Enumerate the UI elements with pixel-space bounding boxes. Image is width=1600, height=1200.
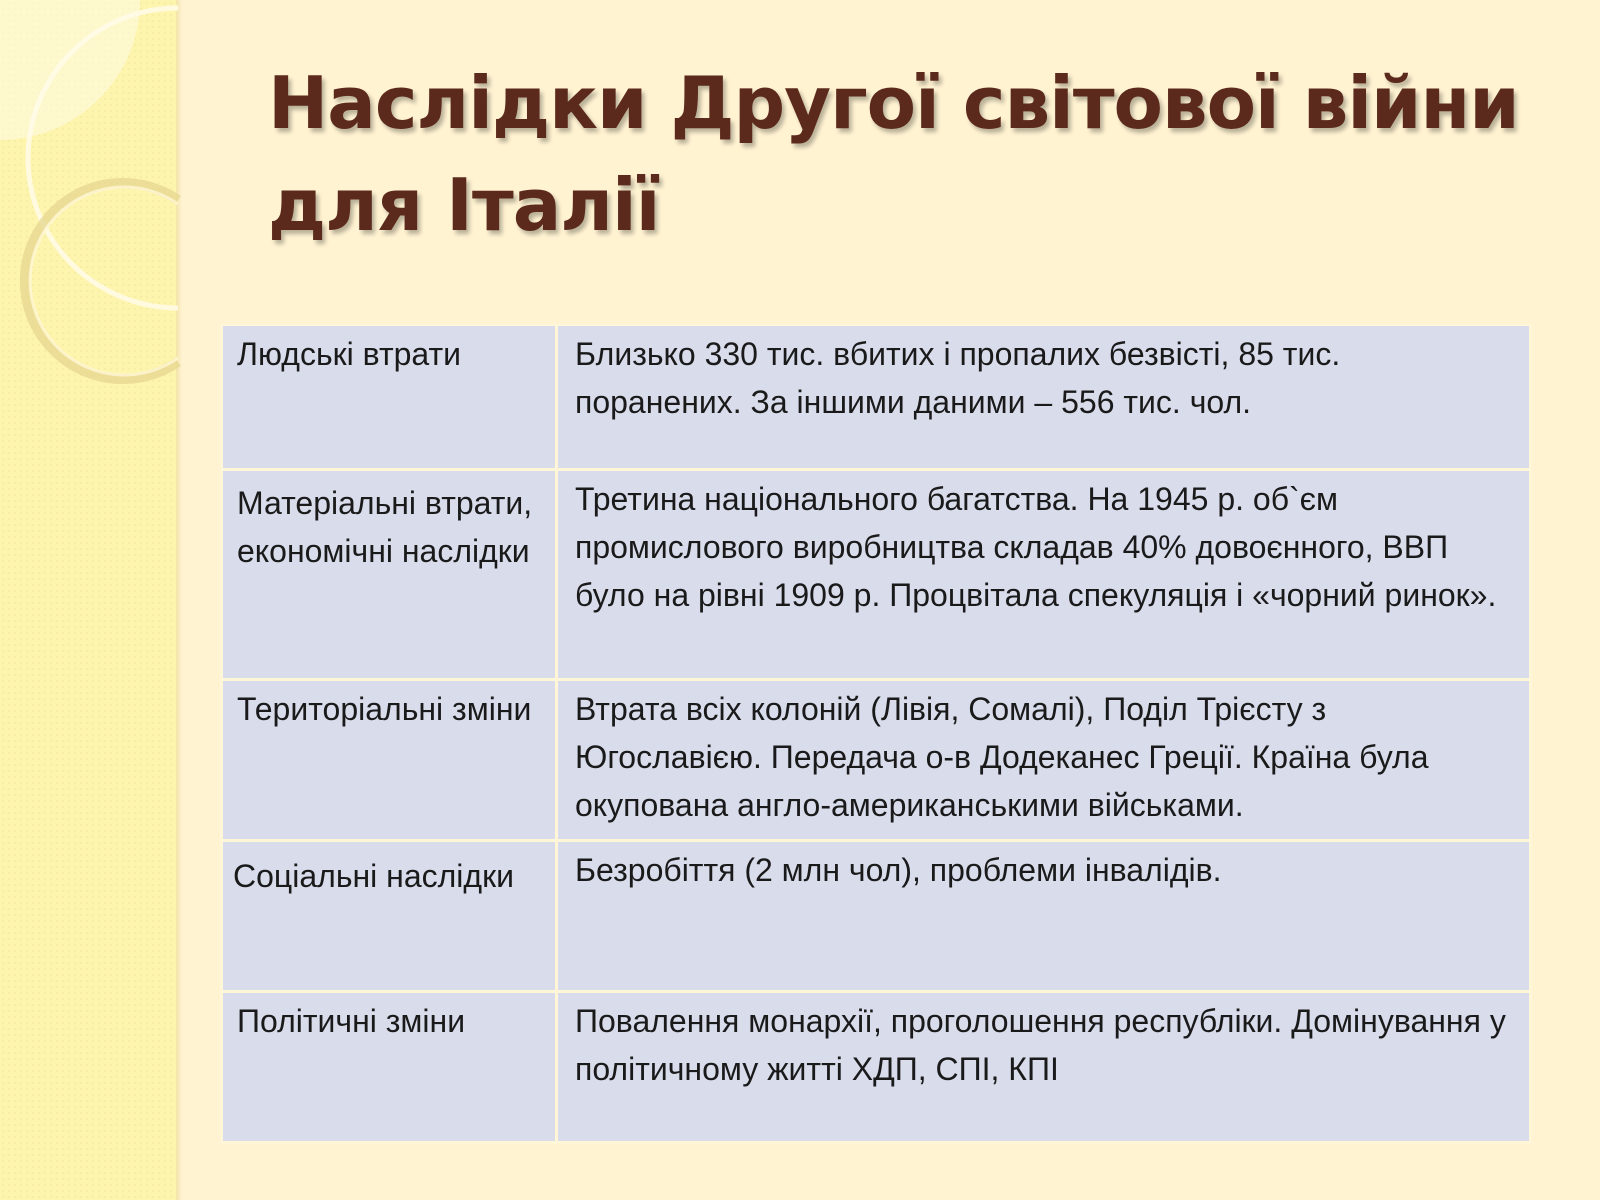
- row-text: Третина національного багатства. На 1945 р. об`єм промислового виробництва складав 40% довоєнного, ВВП було на рівні 1909 р. Процвітала спекуляція і «чорний ринок».: [557, 470, 1531, 680]
- row-text: Безробіття (2 млн чол), проблеми інвалідів.: [557, 841, 1531, 992]
- decorative-quarter-panel: [0, 0, 140, 140]
- row-text: Повалення монархії, проголошення республіки. Домінування у політичному житті ХДП, СПІ, КПІ: [557, 992, 1531, 1143]
- row-label: Матеріальні втрати, економічні наслідки: [222, 470, 557, 680]
- decorative-circle-small: [25, 183, 178, 379]
- row-text: Близько 330 тис. вбитих і пропалих безвісті, 85 тис. поранених. За іншими даними – 556 тис. чол.: [557, 325, 1531, 470]
- consequences-table: [220, 323, 1532, 1144]
- row-label: Політичні зміни: [222, 992, 557, 1143]
- row-label: Людські втрати: [222, 325, 557, 470]
- row-label: Соціальні наслідки: [222, 841, 557, 992]
- table-row: [222, 841, 1531, 992]
- table-row: [222, 325, 1531, 470]
- row-label: Територіальні зміни: [222, 680, 557, 841]
- table-row: [222, 680, 1531, 841]
- table-row: [222, 470, 1531, 680]
- table-row: [222, 992, 1531, 1143]
- row-text: Втрата всіх колоній (Лівія, Сомалі), Поділ Трієсту з Югославією. Передача о-в Додеканес Греції. Країна була окупована англо-американськими військами.: [557, 680, 1531, 841]
- slide-title: Наслідки Другої світової війни для Італії: [268, 61, 1519, 247]
